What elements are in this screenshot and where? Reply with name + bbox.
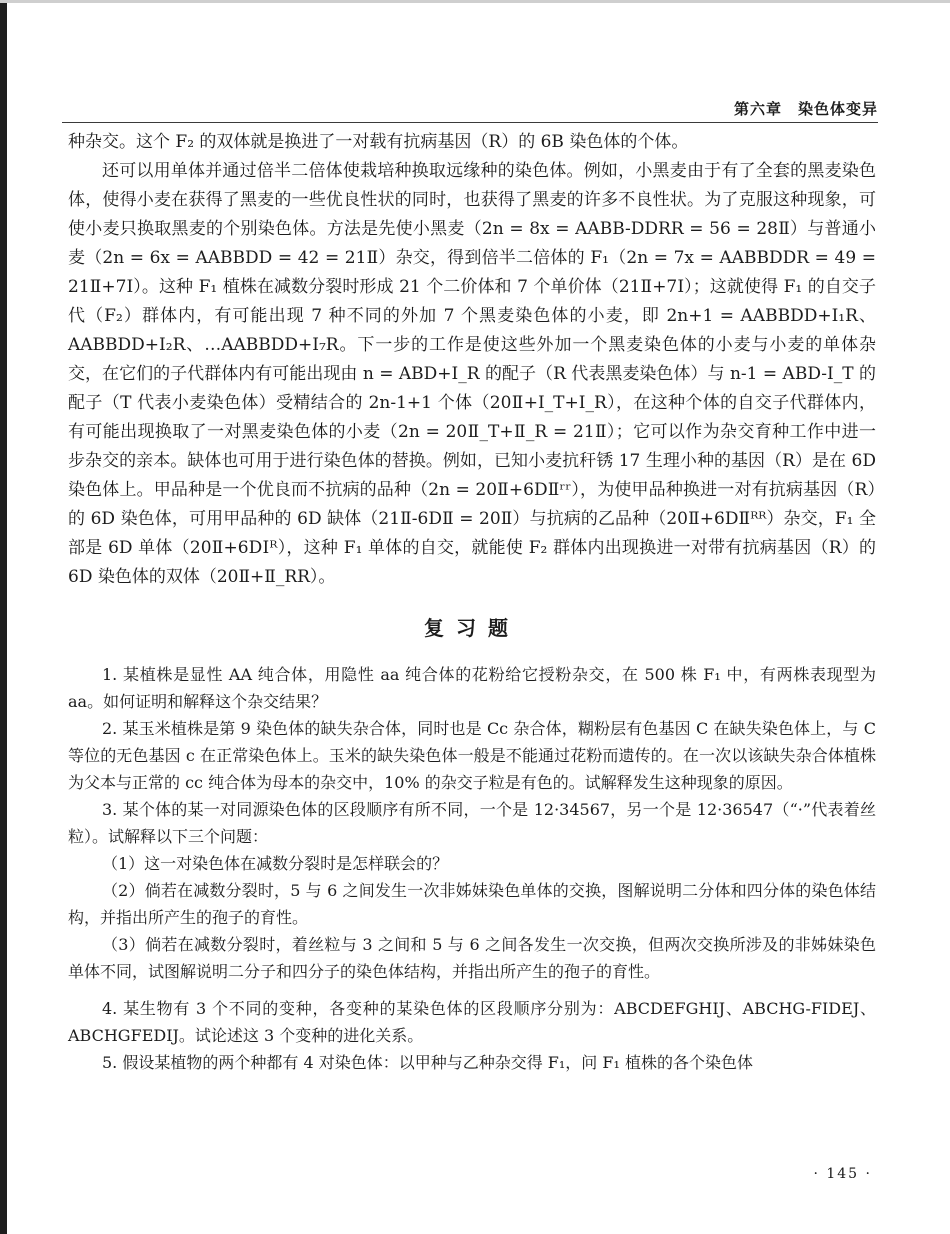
body-paragraph-2: 还可以用单体并通过倍半二倍体使栽培种换取远缘种的染色体。例如，小黑麦由于有了全套的黑麦染色体，使得小麦在获得了黑麦的一些优良性状的同时，也获得了黑麦的许多不良性状。为了克服这种现象，可使小麦只换取黑麦的个别染色体。方法是先使小黑麦（2n = 8x = AABB-DDRR = 56 = 28Ⅱ）与普通小麦（2n = 6x = AABBDD = 42 = 21Ⅱ）杂交，得到倍半二倍体的 F₁（2n = 7x = AABBDDR = 49 = 21Ⅱ+7Ⅰ）。这种 F₁ 植株在减数分裂时形成 21 个二价体和 7 个单价体（21Ⅱ+7Ⅰ）；这就使得 F₁ 的自交子代（F₂）群体内，有可能出现 7 种不同的外加 7 个黑麦染色体的小麦，即 2n+1 = AABBDD+I₁R、AABBDD+I₂R、…AABBDD+I₇R。下一步的工作是使这些外加一个黑麦染色体的小麦与小麦的单体杂交，在它们的子代群体内有可能出现由 n = ABD+I_R 的配子（R 代表黑麦染色体）与 n-1 = ABD-I_T 的配子（T 代表小麦染色体）受精结合的 2n-1+1 个体（20Ⅱ+I_T+I_R），在这种个体的自交子代群体内，有可能出现换取了一对黑麦染色体的小麦（2n = 20Ⅱ_T+Ⅱ_R = 21Ⅱ）；它可以作为杂交育种工作中进一步杂交的亲本。缺体也可用于进行染色体的替换。例如，已知小麦抗秆锈 17 生理小种的基因（R）是在 6D 染色体上。甲品种是一个优良而不抗病的品种（2n = 20Ⅱ+6DⅡʳʳ），为使甲品种换进一对有抗病基因（R）的 6D 染色体，可用甲品种的 6D 缺体（21Ⅱ-6DⅡ = 20Ⅱ）与抗病的乙品种（20Ⅱ+6DⅡᴿᴿ）杂交，F₁ 全部是 6D 单体（20Ⅱ+6DⅠᴿ），这种 F₁ 单体的自交，就能使 F₂ 群体内出现换进一对带有抗病基因（R）的 6D 染色体的双体（20Ⅱ+Ⅱ_RR）。 [68,161,876,587]
question-3-part-2: （2）倘若在减数分裂时，5 与 6 之间发生一次非姊妹染色单体的交换，图解说明二分体和四分体的染色体结构，并指出所产生的孢子的育性。 [68,881,876,927]
scan-shadow-edge [0,0,7,1234]
scan-top-edge [0,0,950,3]
section-title: 复习题 [424,616,520,640]
page-number: · 145 · [813,1166,872,1182]
header-rule [62,122,878,123]
question-3-part-3: （3）倘若在减数分裂时，着丝粒与 3 之间和 5 与 6 之间各发生一次交换，但两次交换所涉及的非姊妹染色单体不同，试图解说明二分子和四分子的染色体结构，并指出所产生的孢子的育性。 [68,935,876,981]
running-head: 第六章 染色体变异 [733,100,878,118]
question-4: 4. 某生物有 3 个不同的变种，各变种的某染色体的区段顺序分别为：ABCDEFGHIJ、ABCHG-FIDEJ、ABCHGFEDIJ。试论述这 3 个变种的进化关系。 [68,999,876,1045]
question-5: 5. 假设某植物的两个种都有 4 对染色体：以甲种与乙种杂交得 F₁，问 F₁ 植株的各个染色体 [102,1053,753,1072]
question-1: 1. 某植株是显性 AA 纯合体，用隐性 aa 纯合体的花粉给它授粉杂交，在 500 株 F₁ 中，有两株表现型为 aa。如何证明和解释这个杂交结果？ [68,665,876,711]
question-3: 3. 某个体的某一对同源染色体的区段顺序有所不同，一个是 12·34567，另一个是 12·36547（“·”代表着丝粒）。试解释以下三个问题： [68,800,876,846]
question-3-part-1: （1）这一对染色体在减数分裂时是怎样联会的？ [102,854,449,873]
review-questions [68,661,876,1076]
body-paragraph-1: 种杂交。这个 F₂ 的双体就是换进了一对载有抗病基因（R）的 6B 染色体的个体。 [68,132,689,152]
page-body [68,128,876,1076]
question-2: 2. 某玉米植株是第 9 染色体的缺失杂合体，同时也是 Cc 杂合体，糊粉层有色基因 C 在缺失染色体上，与 C 等位的无色基因 c 在正常染色体上。玉米的缺失染色体一般是不能通过花粉而遗传的。在一次以该缺失杂合体植株为父本与正常的 cc 纯合体为母本的杂交中，10% 的杂交子粒是有色的。试解释发生这种现象的原因。 [68,719,876,792]
